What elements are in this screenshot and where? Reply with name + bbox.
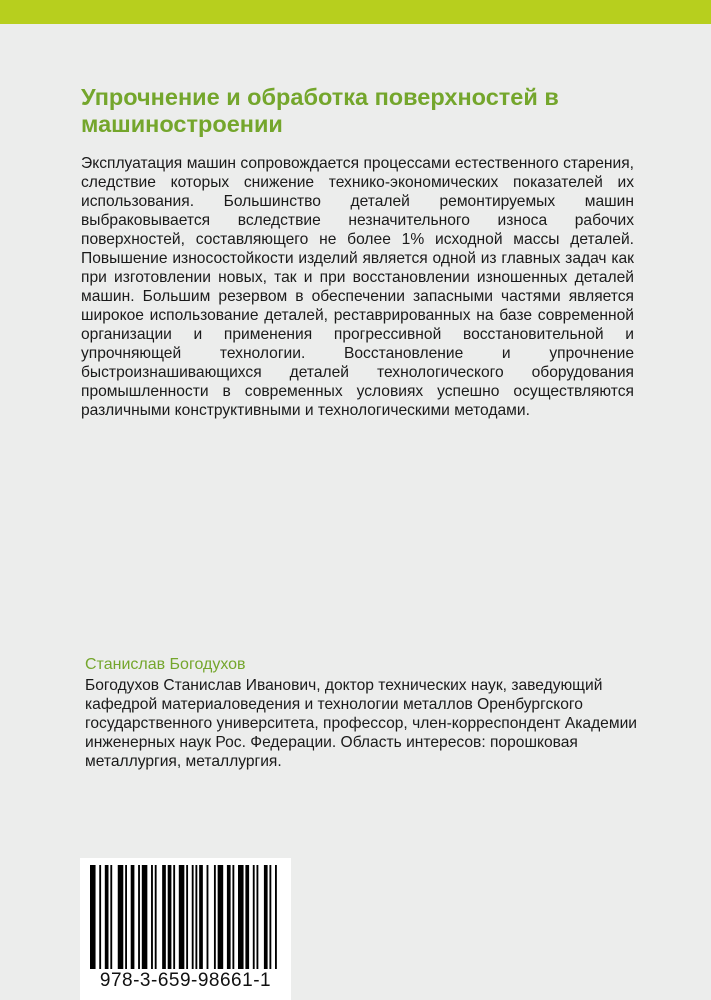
- barcode-bar: [227, 865, 231, 969]
- barcode-bar: [195, 865, 197, 969]
- barcode-bar: [138, 865, 140, 969]
- barcode-bar: [90, 865, 96, 969]
- barcode-bar: [207, 865, 209, 969]
- barcode-bar: [238, 865, 244, 969]
- barcode-bar: [105, 865, 109, 969]
- barcode-bar: [186, 865, 188, 969]
- barcode-bar: [155, 865, 157, 969]
- barcode-bar: [214, 865, 216, 969]
- barcode-bar: [125, 865, 127, 969]
- book-title: Упрочнение и обработка поверхностей в машиностроении: [81, 84, 559, 137]
- barcode-bar: [168, 865, 172, 969]
- barcode-bar: [99, 865, 101, 969]
- barcode-bar: [131, 865, 135, 969]
- barcode-bar: [257, 865, 259, 969]
- barcode-bar: [264, 865, 268, 969]
- book-description: Эксплуатация машин сопровождается процессами естественного старения, следствие которых снижение технико-экономических показателей их использования. Большинство деталей ремонтируемых машин выбраковывается вследствие незначительного износа рабочих поверхностей, составляющего не более 1% исходной массы деталей. Повышение износостойкости изделий является одной из главных задач как при изготовлении новых, так и при восстановлении изношенных деталей машин. Большим резервом в обеспечении запасными частями является широкое использование деталей, реставрированных на базе современной организации и применения прогрессивной восстановительной и упрочняющей технологии. Восстановление и упрочнение быстроизнашивающихся деталей технологического оборудования промышленности в современных условиях успешно осуществляются различными конструктивными и технологическими методами.: [81, 155, 634, 419]
- barcode-bar: [199, 865, 203, 969]
- barcode-area: [80, 858, 291, 1000]
- barcode-bar: [269, 865, 271, 969]
- barcode-bar: [173, 865, 175, 969]
- barcode-bar: [218, 865, 224, 969]
- barcode-bar: [245, 865, 249, 969]
- author-name: Станислав Богодухов: [85, 656, 246, 673]
- barcode-bar: [162, 865, 166, 969]
- barcode-bar: [253, 865, 255, 969]
- barcode-bar: [110, 865, 112, 969]
- top-color-band: [0, 0, 711, 24]
- barcode-bar: [118, 865, 124, 969]
- isbn-number: 978-3-659-98661-1: [99, 970, 272, 991]
- barcode-bar: [232, 865, 234, 969]
- author-bio: Богодухов Станислав Иванович, доктор технических наук, заведующий кафедрой материаловедения и технологии металлов Оренбургского государственного университета, профессор, член-корреспондент Академии инженерных наук Рос. Федерации. Область интересов: порошковая металлургия, металлургия.: [85, 677, 638, 770]
- barcode-bar: [151, 865, 153, 969]
- barcode-bar: [275, 865, 277, 969]
- barcode-bar: [192, 865, 194, 969]
- barcode-bar: [179, 865, 185, 969]
- barcode-bars: [90, 865, 281, 969]
- barcode-bar: [142, 865, 148, 969]
